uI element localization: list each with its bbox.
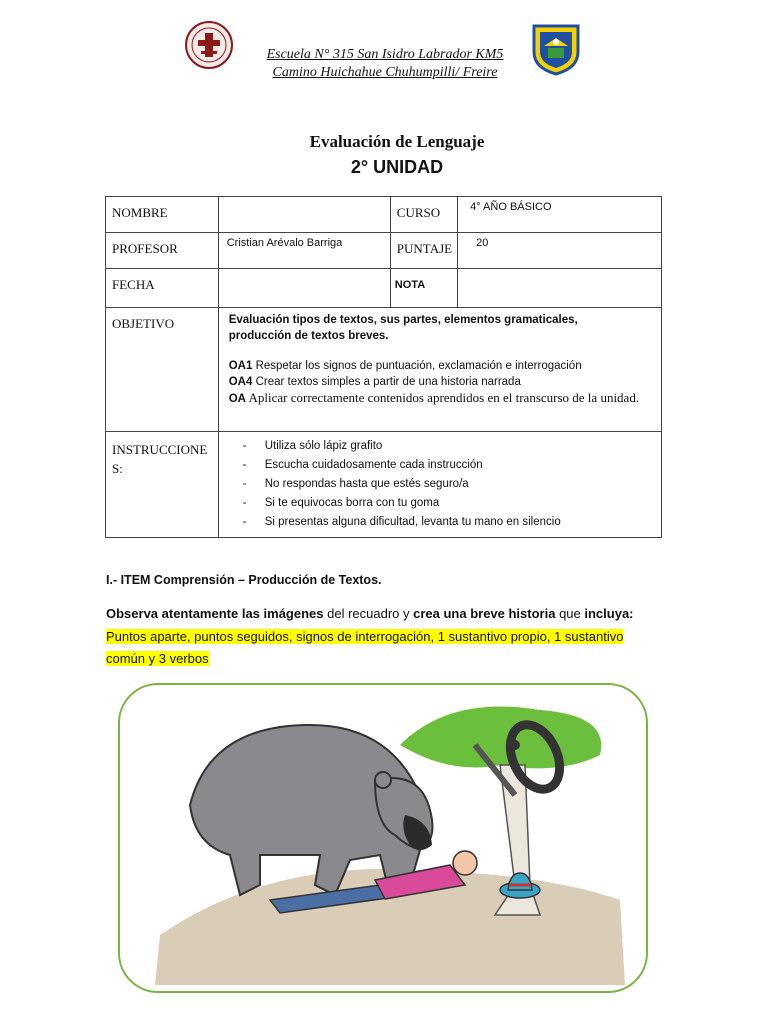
profesor-value: Cristian Arévalo Barriga	[218, 233, 390, 269]
list-dash: -	[242, 440, 247, 452]
instr-normal-1: del recuadro y	[323, 606, 414, 621]
fecha-label: FECHA	[106, 269, 219, 308]
instruction-text: Si te equivocas borra con tu goma	[264, 497, 440, 509]
table-row	[106, 197, 662, 233]
instruction-text: No respondas hasta que estés seguro/a	[264, 478, 469, 490]
instr-bold-1: Observa atentamente las imágenes	[106, 606, 324, 621]
table-row	[106, 432, 662, 538]
instruction-item	[243, 459, 661, 478]
instruction-text: Escucha cuidadosamente cada instrucción	[264, 459, 483, 471]
curso-value: 4° AÑO BÁSICO	[458, 197, 662, 233]
oa4-text: Crear textos simples a partir de una historia narrada	[252, 376, 521, 388]
school-name-line: Escuela N° 315 San Isidro Labrador KM5	[266, 47, 504, 62]
objetivo-label: OBJETIVO	[106, 308, 219, 432]
person-in-tree	[510, 740, 520, 750]
unit-title: 2° UNIDAD	[350, 157, 444, 177]
instruction-item	[243, 478, 661, 497]
objetivo-oa	[229, 390, 653, 407]
oa4-code: OA4	[228, 376, 253, 388]
instruction-item	[243, 440, 661, 459]
item-heading: I.- ITEM Comprensión – Producción de Textos.	[106, 573, 382, 587]
instruction-text: Utiliza sólo lápiz grafito	[264, 440, 383, 452]
instruction-item	[243, 516, 661, 535]
oa-text: Aplicar correctamente contenidos aprendidos en el transcurso de la unidad.	[245, 390, 640, 405]
oa-code: OA	[228, 393, 246, 405]
item-instruction	[106, 606, 634, 621]
table-row	[106, 233, 662, 269]
objetivo-content	[218, 308, 661, 432]
instructions-list	[219, 432, 661, 537]
profesor-label: PROFESOR	[106, 233, 219, 269]
nota-value[interactable]	[458, 269, 662, 308]
curso-label: CURSO	[390, 197, 457, 233]
bear-scene-illustration	[120, 685, 646, 991]
list-dash: -	[242, 459, 247, 471]
tree-foliage	[400, 707, 601, 769]
oa1-code: OA1	[228, 360, 253, 372]
puntaje-label: PUNTAJE	[390, 233, 457, 269]
highlight-requirements-1: Puntos aparte, puntos seguidos, signos de interrogación, 1 sustantivo propio, 1 sustantivo	[106, 629, 624, 644]
list-dash: -	[242, 516, 247, 528]
table-row	[106, 269, 662, 308]
instruction-text: Si presentas alguna dificultad, levanta tu mano en silencio	[264, 516, 561, 528]
man-head	[453, 851, 477, 875]
instrucciones-content	[218, 432, 661, 538]
school-address-line: Camino Huichahue Chuhumpilli/ Freire	[272, 65, 498, 80]
table-row	[106, 308, 662, 432]
nombre-value[interactable]	[218, 197, 390, 233]
bear-ear	[375, 772, 391, 788]
evaluation-title: Evaluación de Lenguaje	[309, 132, 485, 151]
nota-label: NOTA	[390, 269, 457, 308]
instrucciones-label: INSTRUCCIONE S:	[106, 432, 219, 538]
highlight-requirements-2: común y 3 verbos	[106, 651, 209, 666]
fecha-value[interactable]	[218, 269, 390, 308]
instr-bold-3: incluya:	[584, 606, 634, 621]
objetivo-oa1	[229, 358, 653, 374]
instr-normal-2: que	[555, 606, 585, 621]
story-illustration-frame	[118, 683, 648, 993]
objetivo-oa4	[229, 374, 653, 390]
objetivo-main: Evaluación tipos de textos, sus partes, elementos gramaticales, producción de textos breves.	[228, 314, 578, 342]
instr-bold-2: crea una breve historia	[413, 606, 556, 621]
oa1-text: Respetar los signos de puntuación, exclamación e interrogación	[252, 360, 582, 372]
nombre-label: NOMBRE	[106, 197, 219, 233]
list-dash: -	[242, 478, 247, 490]
student-info-table	[105, 196, 662, 538]
instruction-item	[243, 497, 661, 516]
puntaje-value: 20	[458, 233, 662, 269]
list-dash: -	[242, 497, 247, 509]
